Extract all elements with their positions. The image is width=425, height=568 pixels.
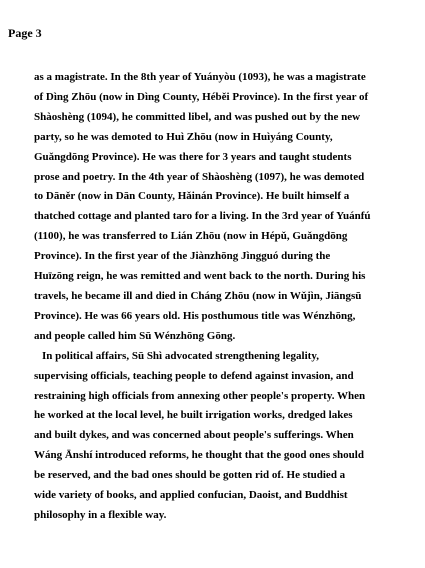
text-line: of Dìng Zhōu (now in Dìng County, Héběi Province). In the first year of: [34, 90, 369, 103]
text-line: be reserved, and the bad ones should be gotten rid of. He studied a: [34, 469, 346, 482]
text-line: as a magistrate. In the 8th year of Yuányòu (1093), he was a magistrate: [34, 71, 366, 83]
text-line: Province). In the first year of the Jiànzhōng Jìngguó during the: [34, 250, 331, 263]
text-line: Shàoshèng (1094), he committed libel, and was pushed out by the new: [34, 110, 361, 123]
text-line: prose and poetry. In the 4th year of Shàoshèng (1097), he was demoted: [34, 170, 365, 183]
page-number: Page 3: [8, 26, 42, 40]
text-line: philosophy in a flexible way.: [34, 508, 167, 521]
text-line: to Dāněr (now in Dān County, Hǎinán Province). He built himself a: [34, 190, 350, 203]
text-line: In political affairs, Sū Shì advocated strengthening legality,: [42, 349, 319, 362]
paragraph-1: [34, 68, 424, 347]
text-line: party, so he was demoted to Huì Zhōu (now in Huìyáng County,: [34, 130, 333, 143]
text-line: supervising officials, teaching people to defend against invasion, and: [34, 369, 354, 382]
text-line: travels, he became ill and died in Cháng Zhōu (now in Wǔjìn, Jiāngsū: [34, 289, 362, 302]
paragraph-2: [34, 347, 424, 526]
text-line: thatched cottage and planted taro for a living. In the 3rd year of Yuánfú: [34, 210, 371, 223]
text-line: and people called him Sū Wénzhōng Gōng.: [34, 329, 236, 342]
text-line: wide variety of books, and applied confucian, Daoist, and Buddhist: [34, 489, 348, 502]
text-line: Guǎngdōng Province). He was there for 3 years and taught students: [34, 150, 352, 163]
text-line: he worked at the local level, he built irrigation works, dredged lakes: [34, 409, 353, 422]
text-line: Wáng Ānshí introduced reforms, he thought that the good ones should: [34, 449, 364, 462]
text-line: (1100), he was transferred to Lián Zhōu (now in Hépǔ, Guǎngdōng: [34, 230, 348, 243]
text-line: and built dykes, and was concerned about people's sufferings. When: [34, 429, 354, 442]
text-line: Huīzōng reign, he was remitted and went back to the north. During his: [34, 270, 366, 283]
text-line: Province). He was 66 years old. His posthumous title was Wénzhōng,: [34, 309, 356, 322]
text-line: restraining high officials from annexing other people's property. When: [34, 389, 366, 402]
body-text: [34, 68, 424, 526]
